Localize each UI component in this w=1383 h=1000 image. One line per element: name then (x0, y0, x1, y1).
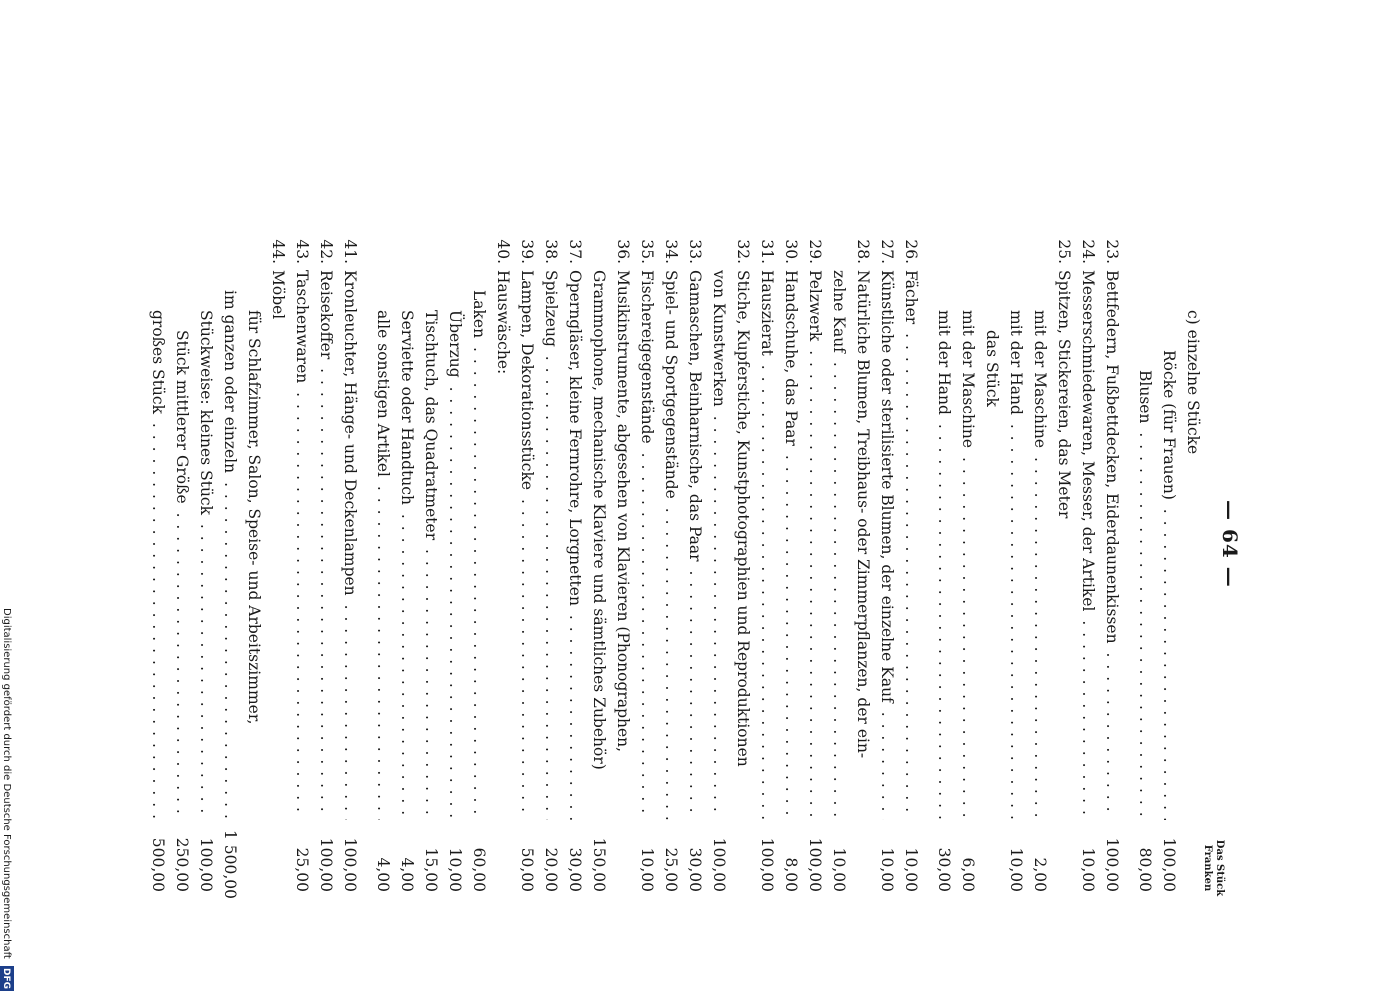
item-price: 30,00 (932, 830, 956, 892)
list-item (611, 230, 635, 920)
item-number: 30. (782, 239, 800, 264)
item-number: 42. (317, 239, 335, 264)
item-text-line (419, 270, 443, 820)
item-text-line (587, 270, 611, 820)
item-text-line (242, 270, 266, 920)
list-item (491, 230, 515, 920)
item-label: zelne Kauf (830, 270, 848, 356)
item-label: das Stück (983, 330, 1001, 410)
item-label: für Schlafzimmer, Salon, Speise- und Arbeitszimmer, (245, 310, 263, 727)
list-item (1004, 230, 1028, 920)
item-label: Gamaschen, Beinharnische, das Paar (686, 270, 704, 565)
item-price: 10,00 (899, 830, 923, 892)
item-text-line (290, 270, 314, 820)
list-item (242, 230, 266, 920)
item-text-line (755, 270, 779, 820)
item-label: mit der Hand (935, 310, 953, 418)
list-item (563, 230, 587, 920)
item-text-line (443, 270, 467, 820)
item-label: Überzug (446, 310, 464, 381)
list-item (707, 230, 731, 920)
item-label: großes Stück (149, 310, 167, 417)
item-label: Spielzeug (542, 270, 560, 350)
item-number: 32. (734, 239, 752, 264)
item-number: 25. (1055, 239, 1073, 264)
item-label: Pelzwerk (806, 270, 824, 344)
item-text-line (851, 270, 875, 920)
column-header-line-2: Franken (1202, 844, 1213, 892)
item-text-line (1028, 270, 1052, 820)
item-text-line (1181, 270, 1205, 920)
item-price: 100,00 (755, 830, 779, 892)
item-label: im ganzen oder einzeln (221, 290, 239, 476)
item-label: Stückweise: kleines Stück (197, 310, 215, 518)
list-item (371, 230, 395, 920)
item-price: 100,00 (1157, 830, 1181, 892)
list-item (290, 230, 314, 920)
list-item (659, 230, 683, 920)
item-price: 1 500,00 (218, 830, 242, 892)
item-label: mit der Hand (1007, 310, 1025, 418)
column-header-line-1: Das Stück (1214, 839, 1225, 897)
item-label: Reisekoffer (317, 270, 335, 362)
item-price: 6,00 (956, 830, 980, 892)
list-item (587, 230, 611, 920)
item-price: 10,00 (1004, 830, 1028, 892)
item-label: Bettfedern, Fußbettdecken, Eiderdaunenkissen (1103, 270, 1121, 647)
item-number: 23. (1103, 239, 1121, 264)
list-item (956, 230, 980, 920)
item-price: 25,00 (659, 830, 683, 892)
item-text-line (539, 270, 563, 820)
item-text-line (1052, 270, 1076, 920)
list-item (170, 230, 194, 920)
item-label: Lampen, Dekorationsstücke (518, 270, 536, 493)
item-price: 100,00 (314, 830, 338, 892)
item-label: mit der Maschine (959, 310, 977, 451)
item-label: Fächer (902, 270, 920, 327)
item-label: Fischereigegenstände (638, 270, 656, 447)
list-item (980, 230, 1004, 920)
item-text-line (467, 270, 491, 820)
list-item (731, 230, 755, 920)
item-text-line (1004, 270, 1028, 820)
item-text-line (659, 270, 683, 820)
item-label: mit der Maschine (1031, 310, 1049, 451)
item-price: 8,00 (779, 830, 803, 892)
list-item (1157, 230, 1181, 920)
item-label: Messerschmiedewaren, Messer, der Artikel (1079, 270, 1097, 614)
item-text-line (932, 270, 956, 820)
item-text-line (146, 270, 170, 820)
row-gap (1124, 230, 1133, 920)
row-gap (923, 230, 932, 920)
item-text-line (1100, 270, 1124, 820)
item-label: Spitzen, Stickereien, das Meter (1055, 270, 1073, 521)
list-item (1028, 230, 1052, 920)
list-item (395, 230, 419, 920)
item-price: 60,00 (467, 830, 491, 892)
item-label: Operngläser, kleine Fernrohre, Lorgnetten (566, 270, 584, 609)
rotated-document-page (149, 230, 1245, 990)
item-label: Laken (470, 290, 488, 341)
list-item (875, 230, 899, 920)
item-label: Spiel- und Sportgegenstände (662, 270, 680, 502)
item-price: 100,00 (803, 830, 827, 892)
item-text-line (779, 270, 803, 820)
list-item (218, 230, 242, 920)
list-item (1133, 230, 1157, 920)
item-price: 10,00 (827, 830, 851, 892)
item-price: 10,00 (875, 830, 899, 892)
list-item (515, 230, 539, 920)
page-number: — 64 — (1218, 500, 1242, 588)
item-price: 100,00 (338, 830, 362, 892)
row-gap (362, 230, 371, 920)
item-number: 35. (638, 239, 656, 264)
item-label: c) einzelne Stücke (1184, 310, 1202, 457)
item-price: 100,00 (194, 830, 218, 892)
item-label: Tischtuch, das Quadratmeter (422, 310, 440, 543)
item-price: 15,00 (419, 830, 443, 892)
item-number: 37. (566, 239, 584, 264)
item-text-line (899, 270, 923, 820)
item-price: 20,00 (539, 830, 563, 892)
item-price: 50,00 (515, 830, 539, 892)
item-price: 30,00 (683, 830, 707, 892)
item-text-line (683, 270, 707, 820)
item-number: 38. (542, 239, 560, 264)
item-number: 43. (293, 239, 311, 264)
item-text-line (956, 270, 980, 820)
list-item (338, 230, 362, 920)
item-text-line (338, 270, 362, 820)
list-item (194, 230, 218, 920)
item-text-line (395, 270, 419, 820)
list-item (467, 230, 491, 920)
item-text-line (980, 270, 1004, 920)
item-label: Musikinstrumente, abgesehen von Klavieren (Phonographen, (614, 270, 632, 755)
item-text-line (491, 270, 515, 920)
dfg-logo: DFG (0, 966, 14, 991)
list-item (755, 230, 779, 920)
item-price: 10,00 (443, 830, 467, 892)
list-item (1100, 230, 1124, 920)
item-text-line (1133, 270, 1157, 820)
item-text-line (194, 270, 218, 820)
item-number: 41. (341, 239, 359, 264)
item-price: 4,00 (395, 830, 419, 892)
list-item (1052, 230, 1076, 920)
item-label: alle sonstigen Artikel (374, 310, 392, 480)
list-item (635, 230, 659, 920)
item-price: 4,00 (371, 830, 395, 892)
item-text-line (611, 270, 635, 920)
item-number: 39. (518, 239, 536, 264)
item-price: 100,00 (707, 830, 731, 892)
item-text-line (707, 270, 731, 820)
list-item (683, 230, 707, 920)
item-label: Hauszierat (758, 270, 776, 359)
item-label: Blusen (1136, 370, 1154, 426)
item-number: 34. (662, 239, 680, 264)
list-item (443, 230, 467, 920)
funding-note-text: Digitalisierung gefördert durch die Deutsche Forschungsgemeinschaft (1, 608, 12, 959)
item-price: 25,00 (290, 830, 314, 892)
tariff-list (146, 230, 1205, 920)
list-item (1076, 230, 1100, 920)
item-text-line (803, 270, 827, 820)
item-label: Handschuhe, das Paar (782, 270, 800, 449)
item-label: Künstliche oder sterilisierte Blumen, der einzelne Kauf (878, 270, 896, 706)
list-item (314, 230, 338, 920)
item-price: 80,00 (1133, 830, 1157, 892)
item-text-line (314, 270, 338, 820)
item-label: von Kunstwerken (710, 270, 728, 410)
list-item (146, 230, 170, 920)
item-number: 44. (269, 239, 287, 264)
item-label: Taschenwaren (293, 270, 311, 386)
list-item (899, 230, 923, 920)
item-label: Röcke (für Frauen) (1160, 350, 1178, 503)
item-text-line (371, 270, 395, 820)
item-label: Grammophone, mechanische Klaviere und sämtliches Zubehör) (590, 270, 608, 773)
item-number: 27. (878, 239, 896, 264)
item-price: 30,00 (563, 830, 587, 892)
item-number: 36. (614, 239, 632, 264)
item-text-line (1076, 270, 1100, 820)
item-number: 28. (854, 239, 872, 264)
item-number: 33. (686, 239, 704, 264)
item-text-line (635, 270, 659, 820)
item-price: 2,00 (1028, 830, 1052, 892)
list-item (803, 230, 827, 920)
item-text-line (218, 270, 242, 820)
item-label: Hauswäsche: (494, 270, 512, 377)
item-text-line (875, 270, 899, 820)
list-item (827, 230, 851, 920)
list-item (1181, 230, 1205, 920)
item-text-line (515, 270, 539, 820)
list-item (539, 230, 563, 920)
item-text-line (827, 270, 851, 820)
item-label: Möbel (269, 270, 287, 322)
item-number: 24. (1079, 239, 1097, 264)
item-price: 10,00 (635, 830, 659, 892)
item-price: 100,00 (1100, 830, 1124, 892)
item-label: Serviette oder Handtuch (398, 310, 416, 508)
list-item (932, 230, 956, 920)
list-item (419, 230, 443, 920)
list-item (266, 230, 290, 920)
item-number: 31. (758, 239, 776, 264)
item-text-line (731, 270, 755, 920)
item-number: 29. (806, 239, 824, 264)
item-label: Kronleuchter, Hänge- und Deckenlampen (341, 270, 359, 599)
item-price: 150,00 (587, 830, 611, 892)
list-item (851, 230, 875, 920)
item-price: 500,00 (146, 830, 170, 892)
item-text-line (1157, 270, 1181, 820)
item-text-line (563, 270, 587, 820)
item-label: Natürliche Blumen, Treibhaus- oder Zimmerpflanzen, der ein- (854, 270, 872, 761)
funding-note (0, 0, 14, 1000)
item-price: 10,00 (1076, 830, 1100, 892)
list-item (779, 230, 803, 920)
item-text-line (266, 270, 290, 920)
item-text-line (170, 270, 194, 820)
item-number: 26. (902, 239, 920, 264)
item-label: Stiche, Kupferstiche, Kunstphotographien und Reproduktionen (734, 270, 752, 770)
item-number: 40. (494, 239, 512, 264)
item-label: Stück mittlerer Größe (173, 330, 191, 507)
item-price: 250,00 (170, 830, 194, 892)
